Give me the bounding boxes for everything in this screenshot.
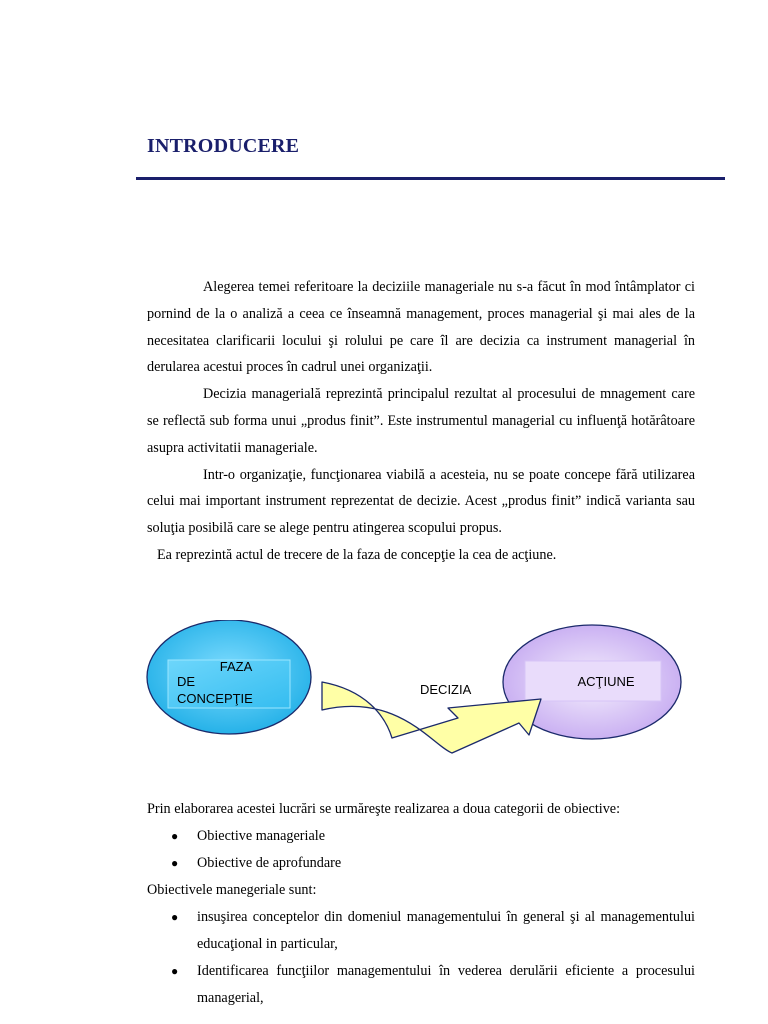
list-item: ● Obiective manageriale — [147, 823, 695, 850]
objectives-list — [147, 823, 695, 877]
managerial-intro: Obiectivele manegeriale sunt: — [147, 882, 317, 898]
list-item: ● Identificarea funcţiilor managementului în vederea derulării eficiente a procesului managerial, — [147, 958, 695, 1012]
intro-paragraph-1: Alegerea temei referitoare la deciziile manageriale nu s-a făcut în mod întâmplator ci pornind de la o analiză a ceea ce înseamnă management, proces managerial şi mai ales de la necesitatea clarificarii locului şi rolului pe care îl are decizia ca instrument managerial în derularea acestui proces în cadrul unei organizaţii. — [147, 279, 695, 376]
bullet-icon: ● — [171, 910, 179, 924]
objectives-intro: Prin elaborarea acestei lucrări se urmăreşte realizarea a doua categorii de obiective: — [147, 801, 621, 817]
bullet-icon: ● — [171, 856, 179, 870]
intro-section — [147, 274, 695, 569]
intro-paragraph-3: Intr-o organizaţie, funcţionarea viabilă a acesteia, nu se poate concepe fără utilizarea celui mai important instrument reprezentat de decizie. Acest „produs finit” indică varianta sau soluţia posibilă care se alege pentru atingerea scopului propus. — [147, 466, 695, 537]
concept-label-line-3: CONCEPŢIE — [177, 691, 253, 706]
action-label: ACŢIUNE — [577, 674, 635, 689]
list-item: ● Obiective de aprofundare — [147, 850, 695, 877]
page-title: INTRODUCERE — [147, 135, 300, 157]
concept-label-line-1: FAZA — [219, 659, 253, 674]
title-underline — [136, 177, 725, 180]
objectives-section — [147, 796, 695, 1012]
list-item: ● insuşirea conceptelor din domeniul managementului în general şi al managementului educaţional in particular, — [147, 904, 695, 958]
concept-label-line-2: DE — [177, 674, 196, 689]
decision-diagram — [140, 620, 700, 770]
decision-label: DECIZIA — [420, 682, 472, 697]
intro-paragraph-4: Ea reprezintă actul de trecere de la faza de concepţie la cea de acţiune. — [157, 546, 557, 563]
intro-paragraph-2: Decizia managerială reprezintă principalul rezultat al procesului de mnagement care se reflectă sub forma unui „produs finit”. Este instrumentul managerial cu influenţă hotărâtoare asupra activitatii manageriale. — [147, 386, 695, 456]
managerial-list — [147, 904, 695, 1012]
bullet-icon: ● — [171, 964, 179, 978]
bullet-icon: ● — [171, 829, 179, 843]
